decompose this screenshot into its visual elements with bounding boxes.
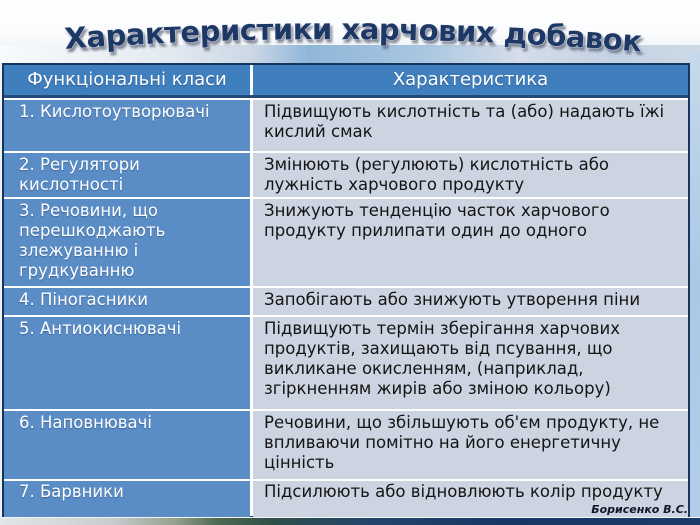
characteristic-cell: Знижують тенденцію часток харчового продукту прилипати один до одного: [253, 199, 688, 286]
table-row: [4, 288, 688, 315]
table-row: [4, 481, 688, 517]
characteristic-cell: Підвищують кислотність та (або) надають їжі кислий смак: [253, 100, 688, 151]
table-row: [4, 153, 688, 197]
table-row: [4, 411, 688, 479]
functional-class-cell: 2. Регулятори кислотності: [4, 153, 250, 197]
characteristic-cell: Змінюють (регулюють) кислотність або лужність харчового продукту: [253, 153, 688, 197]
table-row: [4, 199, 688, 286]
functional-class-cell: 5. Антиокиснювачі: [4, 317, 250, 409]
functional-class-cell: 7. Барвники: [4, 481, 250, 517]
characteristic-cell: Підсилюють або відновлюють колір продукту: [253, 481, 688, 517]
background-right-band: [689, 52, 700, 519]
slide-title: [0, 2, 700, 66]
header-characteristic: Характеристика: [253, 65, 688, 95]
slide-title-text: Характеристики харчових добавок: [63, 12, 643, 59]
characteristic-cell: Речовини, що збільшують об'єм продукту, не впливаючи помітно на його енергетичну цінність: [253, 411, 688, 479]
header-functional-classes: Функціональні класи: [4, 65, 250, 95]
functional-class-cell: 6. Наповнювачі: [4, 411, 250, 479]
author-credit: Борисенко В.С.: [591, 503, 688, 516]
functional-class-cell: 3. Речовини, що перешкоджають злежуванню і грудкуванню: [4, 199, 250, 286]
table-row: [4, 100, 688, 151]
functional-class-cell: 4. Піногасники: [4, 288, 250, 315]
table-row: [4, 317, 688, 409]
food-additives-table: [2, 63, 690, 518]
functional-class-cell: 1. Кислотоутворювачі: [4, 100, 250, 151]
bottom-photo-strip: [0, 517, 700, 525]
characteristic-cell: Запобігають або знижують утворення піни: [253, 288, 688, 315]
characteristic-cell: Підвищують термін зберігання харчових продуктів, захищають від псування, що викликане окисленням, (наприклад, згіркненням жирів або зміною кольору): [253, 317, 688, 409]
table-header-row: [4, 65, 688, 98]
